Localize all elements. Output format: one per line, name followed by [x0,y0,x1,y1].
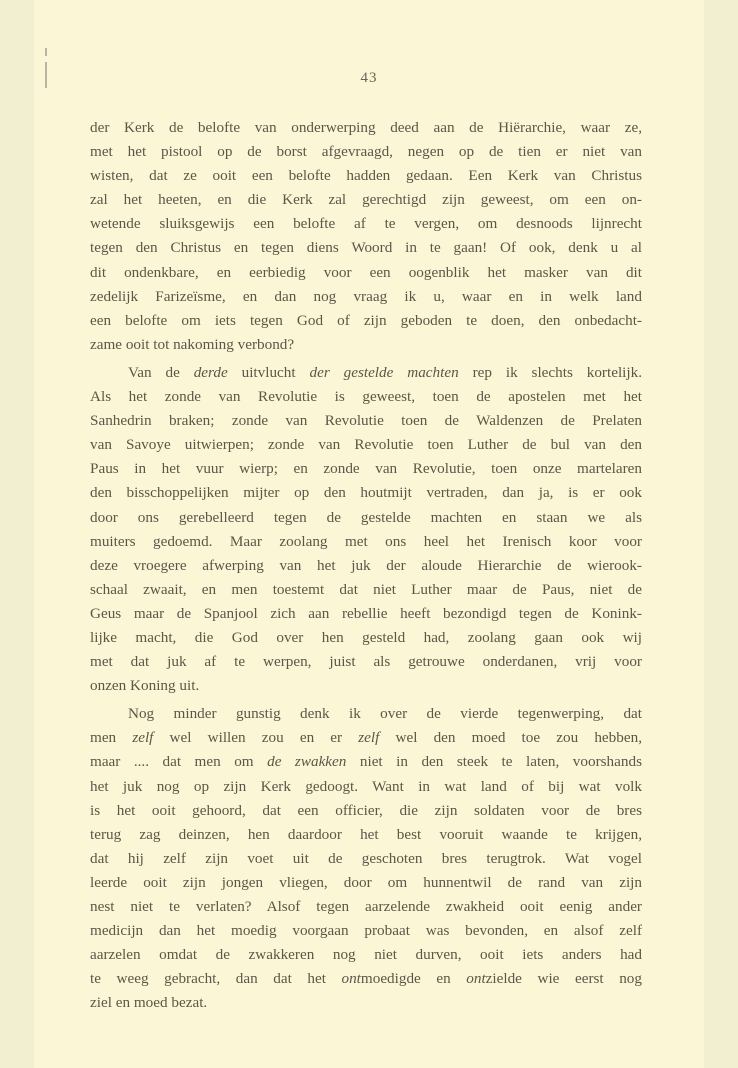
text-line: met het pistool op de borst afgevraagd, negen op de tien er niet van [90,143,642,161]
text-line: zedelijk Farizeïsme, en dan nog vraag ik u, waar en in welk land [90,287,642,305]
page-right-margin-shade [704,0,738,1068]
text-line: wetende sluiksgewijs een belofte af te vergen, om desnoods lijnrecht [90,215,642,233]
text-line: Nog minder gunstig denk ik over de vierde tegenwerping, dat [128,705,642,723]
text-line: het juk nog op zijn Kerk gedoogt. Want in wat land of bij wat volk [90,777,642,795]
text-line: tegen den Christus en tegen diens Woord in te gaan! Of ook, denk u al [90,239,642,257]
text-line: men zelf wel willen zou en er zelf wel den moed toe zou hebben, [90,729,642,747]
text-line: Sanhedrin braken; zonde van Revolutie toen de Waldenzen de Prelaten [90,412,642,430]
italic-emphasis: zelf [358,729,380,747]
text-line: schaal zwaait, en men toestemt dat niet Luther maar de Paus, niet de [90,580,642,598]
text-line: onzen Koning uit. [90,677,200,695]
text-line: Als het zonde van Revolutie is geweest, toen de apostelen met het [90,388,642,406]
text-line: Geus maar de Spanjool zich aan rebellie heeft bezondigd tegen de Konink- [90,604,642,622]
binding-mark [45,48,47,56]
text-line: Paus in het vuur wierp; en zonde van Revolutie, toen onze martelaren [90,460,642,478]
text-line: der Kerk de belofte van onderwerping deed aan de Hiërarchie, waar ze, [90,119,642,136]
text-line: wisten, dat ze ooit een belofte hadden gedaan. Een Kerk van Christus [90,167,642,185]
text-line: te weeg gebracht, dan dat het ontmoedigde en ontzielde wie eerst nog [90,970,642,988]
body-text [90,116,642,1015]
italic-emphasis: ont [466,970,486,988]
text-line: muiters gedoemd. Maar zoolang met ons heel het Irenisch koor voor [90,532,642,550]
text-line: aarzelen omdat de zwakkeren nog niet durven, ooit iets anders had [90,946,642,964]
italic-emphasis: derde [193,363,228,381]
text-line: Van de derde uitvlucht der gestelde machten rep ik slechts kortelijk. [128,363,642,381]
italic-emphasis: ont [341,970,361,988]
text-line: een belofte om iets tegen God of zijn geboden te doen, den onbedacht- [90,311,642,329]
page-left-margin-shade [0,0,34,1068]
italic-emphasis: de zwakken [267,753,347,771]
text-line: van Savoye uitwierpen; zonde van Revolutie toen Luther de bul van den [90,436,642,454]
text-line: door ons gerebelleerd tegen de gestelde machten en staan we als [90,508,642,526]
text-line: den bisschoppelijken mijter op den houtmijt vertraden, dan ja, is er ook [90,484,642,502]
text-line: nest niet te verlaten? Alsof tegen aarzelende zwakheid ooit eenig ander [90,898,642,915]
text-line: zal het heeten, en die Kerk zal gerechtigd zijn geweest, om een on- [90,191,642,209]
text-line: maar .... dat men om de zwakken niet in den steek te laten, voorshands [90,753,642,771]
text-line: medicijn dan het moedig voorgaan probaat was bevonden, en alsof zelf [90,922,642,940]
text-line: dat hij zelf zijn voet uit de geschoten bres terugtrok. Wat vogel [90,849,642,867]
text-line: deze vroegere afwerping van het juk der aloude Hierarchie de wierook- [90,556,642,574]
text-line: terug zag deinzen, hen daardoor het best vooruit waande te krijgen, [90,825,642,843]
italic-emphasis: der gestelde machten [309,363,459,381]
text-line: ziel en moed bezat. [90,994,208,1012]
text-line: zame ooit tot nakoming verbond? [90,335,295,353]
text-line: leerde ooit zijn jongen vliegen, door om hunnentwil de rand van zijn [90,873,642,891]
page-number: 43 [360,70,378,86]
text-line: met dat juk af te werpen, juist als getrouwe onderdanen, vrij voor [90,653,642,671]
text-line: lijke macht, die God over hen gesteld had, zoolang gaan ook wij [90,628,642,646]
italic-emphasis: zelf [132,729,154,747]
text-line: is het ooit gehoord, dat een officier, die zijn soldaten voor de bres [90,801,642,819]
text-line: dit ondenkbare, en eerbiedig voor een oogenblik het masker van dit [90,263,642,281]
